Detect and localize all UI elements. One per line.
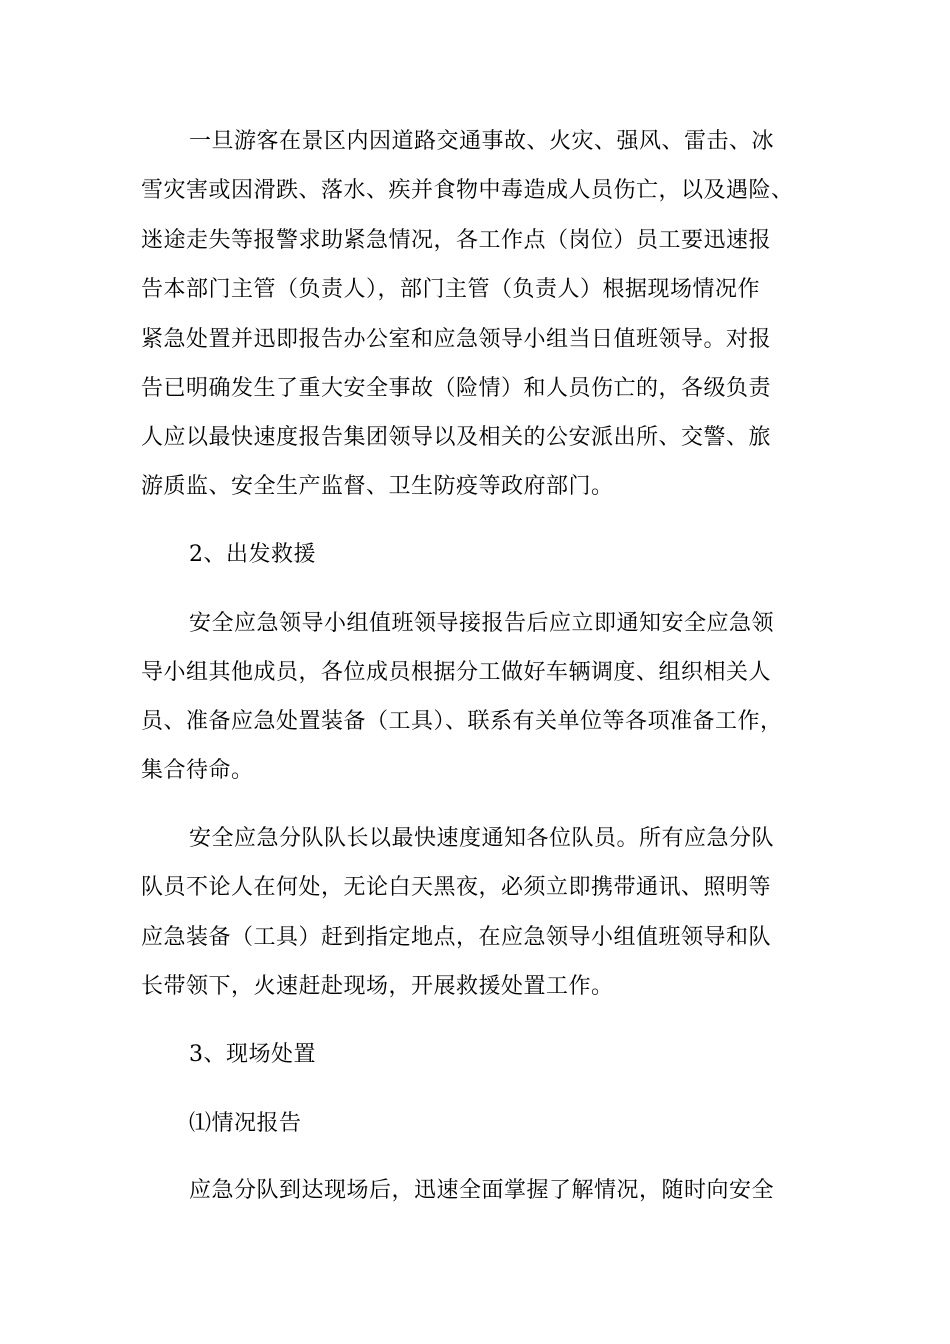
subheading-situation-report: ⑴情况报告 <box>189 1111 302 1136</box>
paragraph-3-line: 长带领下，火速赶赴现场，开展救援处置工作。 <box>141 974 614 999</box>
paragraph-1-line: 一旦游客在景区内因道路交通事故、火灾、强风、雷击、冰 <box>189 129 775 154</box>
paragraph-2-line: 员、准备应急处置装备（工具）、联系有关单位等各项准备工作， <box>141 709 783 734</box>
paragraph-1-line: 游质监、安全生产监督、卫生防疫等政府部门。 <box>141 474 614 499</box>
paragraph-4-line: 应急分队到达现场后，迅速全面掌握了解情况，随时向安全 <box>189 1178 775 1203</box>
paragraph-2-line: 集合待命。 <box>141 758 254 783</box>
section-heading-2: 2、出发救援 <box>189 542 316 567</box>
paragraph-3-line: 队员不论人在何处，无论白天黑夜，必须立即携带通讯、照明等 <box>141 875 772 900</box>
paragraph-1-line: 人应以最快速度报告集团领导以及相关的公安派出所、交警、旅 <box>141 425 772 450</box>
paragraph-1-line: 告已明确发生了重大安全事故（险情）和人员伤亡的，各级负责 <box>141 376 772 401</box>
paragraph-2-line: 导小组其他成员，各位成员根据分工做好车辆调度、组织相关人 <box>141 660 772 685</box>
paragraph-3-line: 应急装备（工具）赶到指定地点，在应急领导小组值班领导和队 <box>141 925 772 950</box>
paragraph-3-line: 安全应急分队队长以最快速度通知各位队员。所有应急分队 <box>189 826 775 851</box>
paragraph-1-line: 雪灾害或因滑跌、落水、疾并食物中毒造成人员伤亡，以及遇险、 <box>141 178 794 203</box>
paragraph-1-line: 迷途走失等报警求助紧急情况，各工作点（岗位）员工要迅速报 <box>141 228 772 253</box>
paragraph-2-line: 安全应急领导小组值班领导接报告后应立即通知安全应急领 <box>189 611 775 636</box>
paragraph-1-line: 紧急处置并迅即报告办公室和应急领导小组当日值班领导。对报 <box>141 327 772 352</box>
paragraph-1-line: 告本部门主管（负责人），部门主管（负责人）根据现场情况作 <box>141 277 761 302</box>
section-heading-3: 3、现场处置 <box>189 1042 316 1067</box>
